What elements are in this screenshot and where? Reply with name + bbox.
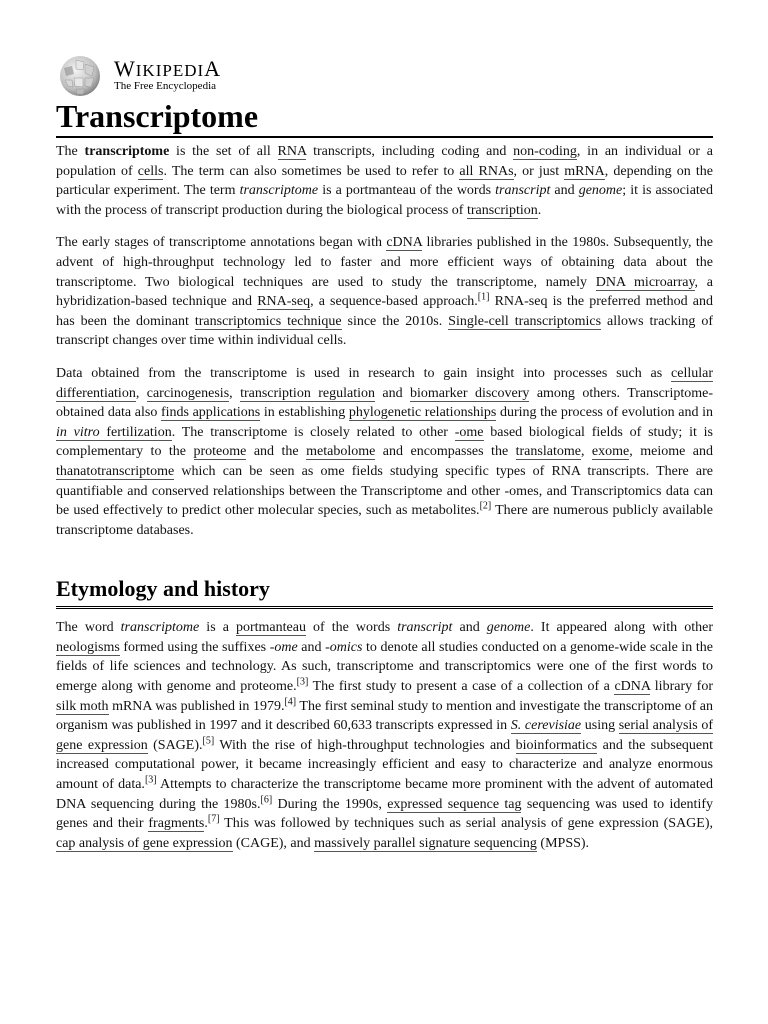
article-link[interactable]: exome <box>591 444 630 460</box>
article-link[interactable]: DNA microarray <box>595 274 695 290</box>
wikipedia-wordmark[interactable] <box>114 56 221 82</box>
article-link[interactable]: bioinformatics <box>515 737 598 753</box>
article-link[interactable]: expressed sequence tag <box>387 796 522 812</box>
article-link[interactable]: non-coding <box>513 144 577 159</box>
intro-paragraph <box>56 233 713 351</box>
article-link[interactable]: silk moth <box>56 698 109 714</box>
text-run: and encompasses the <box>375 444 516 460</box>
article-link[interactable]: portmanteau <box>235 620 306 636</box>
text-run: is a <box>199 620 236 636</box>
article-link[interactable]: finds applications <box>160 405 261 421</box>
italic-term: transcriptome <box>120 620 200 636</box>
text-run: (MPSS). <box>536 835 590 851</box>
article-link[interactable]: neologisms <box>56 639 120 655</box>
article-link[interactable]: thanatotranscriptome <box>56 463 175 479</box>
wordmark-w: W <box>114 56 136 81</box>
text-run: There are numerous publicly available transcriptome databases. <box>56 503 713 538</box>
italic-term: transcriptome <box>239 183 319 199</box>
text-run: ; it is associated with the process of transcript production during the biological process of <box>56 183 714 218</box>
section-paragraph <box>56 618 713 853</box>
text-run: based biological fields of study; it is complementary to the <box>56 424 713 460</box>
article-link[interactable]: fragments <box>148 816 205 832</box>
article-link[interactable]: transcription regulation <box>240 385 375 401</box>
citation-ref[interactable]: [3] <box>144 774 157 786</box>
text-run: RNA-seq is the preferred method and has been the dominant <box>56 294 714 329</box>
bold-term: transcriptome <box>84 144 170 159</box>
text-run: library for <box>650 679 713 695</box>
article-link[interactable]: RNA-seq <box>257 294 311 310</box>
intro-paragraph <box>56 364 713 540</box>
article-link[interactable]: RNA <box>277 144 307 159</box>
article-link[interactable]: massively parallel signature sequencing <box>314 835 537 851</box>
article-link[interactable]: phylogenetic relationships <box>348 405 497 421</box>
text-run: The first study to present a case of a collection of a <box>308 679 615 695</box>
text-run: and <box>297 639 326 655</box>
text-run: , in an individual or a population of <box>56 144 713 179</box>
article-link[interactable]: Single-cell transcriptomics <box>448 313 602 329</box>
text-run: . <box>204 816 208 832</box>
article-link[interactable]: serial analysis of gene expression <box>56 718 714 753</box>
text-run: sequencing was used to identify genes and their <box>56 796 713 832</box>
wordmark-a: A <box>204 56 222 81</box>
text-run: Attempts to characterize the transcriptome became more prominent with the advent of automated DNA sequencing during the 1980s. <box>56 777 713 812</box>
article-link[interactable]: in vitro <box>56 424 100 440</box>
article-link[interactable]: cDNA <box>386 235 423 251</box>
text-run: and the subsequent increased computational power, it became increasingly efficient and easy to characterize and analyze enormous amount of data. <box>56 737 714 793</box>
text-run: libraries published in the 1980s. Subsequently, the advent of high-throughput technology led to faster and more efficient ways of obtaining data about the transcriptome. Two biological techniques are used to study the transcriptome, namely <box>56 235 713 290</box>
text-run: during the process of evolution and in <box>496 405 714 421</box>
article-link[interactable]: translatome <box>515 444 581 460</box>
article-link[interactable]: S. cerevisiae <box>510 718 582 734</box>
article-link[interactable]: carcinogenesis <box>146 385 230 401</box>
wordmark-middle: IKIPEDI <box>135 61 205 80</box>
text-run: , or just <box>513 163 565 179</box>
italic-term: genome <box>578 183 623 199</box>
text-run: , <box>580 444 592 460</box>
article-link[interactable]: all RNAs <box>459 163 514 179</box>
citation-ref[interactable]: [2] <box>479 500 492 512</box>
citation-ref[interactable]: [6] <box>260 793 273 805</box>
page-title: Transcriptome <box>56 96 713 138</box>
text-run: . It appeared along with other <box>530 620 713 636</box>
text-run: among others. Transcriptome-obtained data also <box>56 385 713 421</box>
citation-ref[interactable]: [5] <box>202 735 215 747</box>
text-run: since the 2010s. <box>341 313 449 329</box>
text-run: . The term can also sometimes be used to refer to <box>163 163 460 179</box>
text-run: , meiome and <box>629 444 714 460</box>
text-run: , a sequence-based approach. <box>310 294 478 310</box>
italic-term: -ome <box>269 639 298 655</box>
text-run: The <box>56 144 85 159</box>
section-heading-etymology: Etymology and history <box>56 574 713 609</box>
text-run: , a hybridization-based technique and <box>56 274 714 310</box>
text-run: , <box>135 385 147 401</box>
italic-term: transcript <box>397 620 453 636</box>
article-link[interactable]: cells <box>137 163 164 179</box>
text-run: transcripts, including coding and <box>306 144 514 159</box>
text-run: The first seminal study to mention and investigate the transcriptome of an organism was published in 1997 and it described 60,633 transcripts expressed in <box>56 698 713 734</box>
text-run: and <box>550 183 579 199</box>
text-run: in establishing <box>260 405 349 421</box>
text-run: is a portmanteau of the words <box>318 183 496 199</box>
article-link[interactable]: proteome <box>193 444 247 460</box>
citation-ref[interactable]: [4] <box>284 696 297 707</box>
text-run: and <box>375 385 411 401</box>
article-link[interactable]: transcription <box>466 202 538 218</box>
text-run: and the <box>246 444 307 460</box>
text-run: . <box>537 202 542 218</box>
text-run: is the set of all <box>169 144 278 159</box>
italic-term: transcript <box>495 183 551 199</box>
text-run: The early stages of transcriptome annotations began with <box>56 235 387 251</box>
text-run: During the 1990s, <box>272 796 388 812</box>
intro-paragraph <box>56 142 713 220</box>
citation-ref[interactable]: [1] <box>477 291 490 303</box>
citation-ref[interactable]: [3] <box>296 676 309 688</box>
article-link[interactable]: -ome <box>454 424 484 440</box>
text-run: (SAGE). <box>147 737 203 753</box>
text-run: mRNA was published in 1979. <box>108 698 285 714</box>
article-link[interactable]: cellular differentiation <box>56 365 713 401</box>
text-run: , <box>229 385 241 401</box>
article-link[interactable]: fertilization <box>99 424 172 440</box>
article-link[interactable]: mRNA <box>564 163 605 179</box>
tagline: The Free Encyclopedia <box>114 80 217 92</box>
text-run: This was followed by techniques such as serial analysis of gene expression (SAGE), <box>219 816 714 832</box>
text-run: of the words <box>305 620 398 636</box>
article-link[interactable]: transcriptomics technique <box>194 313 342 329</box>
text-run: The word <box>56 620 121 636</box>
text-run: to denote all studies conducted on a genome-wide scale in the fields of life sciences and technology. As such, transcriptome and transcriptomics were one of the first words to emerge along with genome and proteome. <box>56 639 713 695</box>
italic-term: -omics <box>325 639 363 655</box>
wikipedia-globe-logo[interactable] <box>56 54 104 98</box>
text-run: (CAGE), and <box>232 835 315 851</box>
citation-ref[interactable]: [7] <box>207 813 220 825</box>
text-run: With the rise of high-throughput technologies and <box>214 737 516 753</box>
article-body <box>56 142 713 866</box>
italic-term: genome <box>486 620 531 636</box>
text-run: which can be seen as ome fields studying specific types of RNA transcripts. There are quantifiable and conserved relationships between the Transcriptome and other -omes, and Transcriptomics data can be used effectively to predict other molecular species, such as metabolites. <box>56 463 713 519</box>
text-run: using <box>581 718 619 734</box>
text-run: formed using the suffixes <box>119 639 270 655</box>
article-link[interactable]: cap analysis of gene expression <box>56 835 233 851</box>
article-link[interactable]: biomarker discovery <box>410 385 530 401</box>
article-link[interactable]: cDNA <box>614 679 651 695</box>
text-run: Data obtained from the transcriptome is used in research to gain insight into processes such as <box>56 365 672 381</box>
article-link[interactable]: metabolome <box>306 444 376 460</box>
text-run: , depending on the particular experiment. The term <box>56 163 714 199</box>
text-run: allows tracking of transcript changes over time within individual cells. <box>56 313 713 349</box>
text-run: . The transcriptome is closely related to other <box>171 424 455 440</box>
text-run: and <box>452 620 487 636</box>
